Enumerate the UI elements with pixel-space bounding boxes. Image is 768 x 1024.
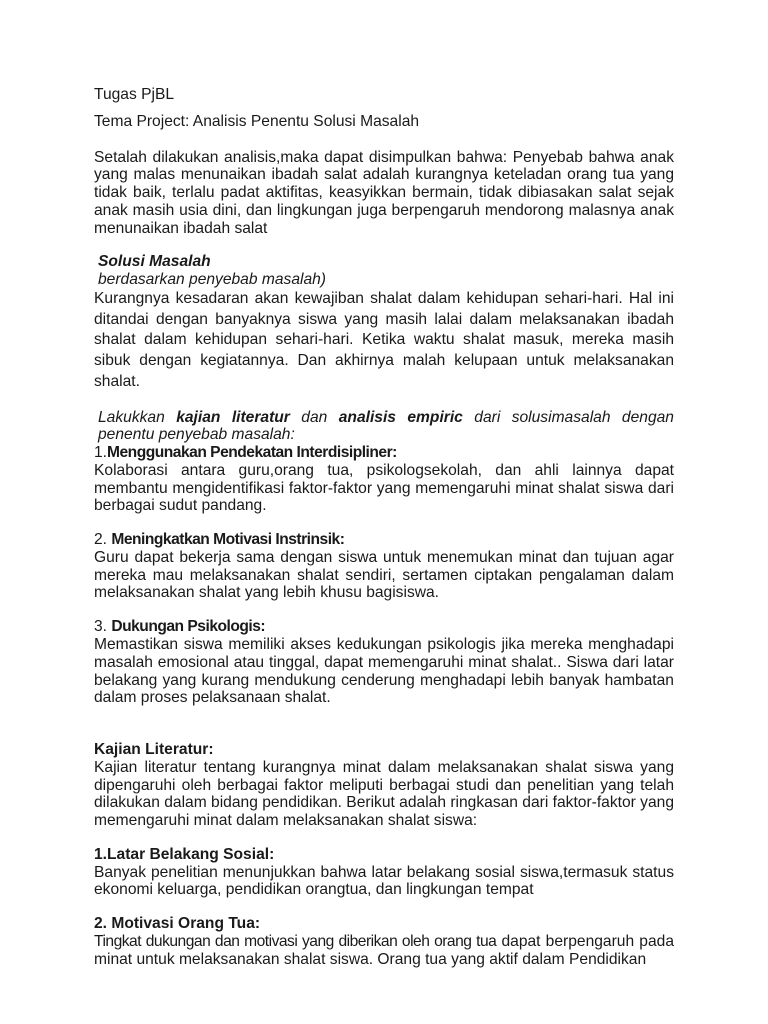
kajian-paragraph: Kajian literatur tentang kurangnya minat dalam melaksanakan shalat siswa yang dipengaruhi oleh berbagai faktor meliputi berbagai studi dan penelitian yang telah dilakukan dalam bidang pendidikan. Berikut adalah ringkasan dari faktor-faktor yang memengaruhi minat dalam melaksanakan shalat siswa: [94, 758, 674, 830]
solusi-subheading: berdasarkan penyebab masalah) [98, 271, 326, 289]
kajian-heading: Kajian Literatur: [94, 741, 214, 759]
faktor-1-heading: 1.Latar Belakang Sosial: [94, 845, 275, 863]
point-1-text: Kolaborasi antara guru,orang tua, psikologsekolah, dan ahli lainnya dapat membantu mengidentifikasi faktor-faktor yang memengaruhi minat shalat siswa dari berbagai sudut pandang. [94, 461, 674, 515]
point-1-heading: 1.Menggunakan Pendekatan Interdisipliner: [94, 444, 397, 462]
point-3-text: Memastikan siswa memiliki akses kedukungan psikologis jika mereka menghadapi masalah emosional atau tinggal, dapat memengaruhi minat shalat.. Siswa dari latar belakang yang kurang mendukung cenderung menghadapi lebih banyak hambatan dalam proses pelaksanaan shalat. [94, 635, 674, 707]
solusi-paragraph: Kurangnya kesadaran akan kewajiban shalat dalam kehidupan sehari-hari. Hal ini ditandai dengan banyaknya siswa yang masih lalai dalam melaksanakan ibadah shalat dalam kehidupan sehari-hari. Ketika waktu shalat masuk, mereka masih sibuk dengan kegiatannya. Dan akhirnya malah kelupaan untuk melaksanakan shalat. [94, 289, 674, 390]
document-title: Tugas PjBL [94, 86, 175, 103]
point-1 [94, 444, 674, 515]
lakukan-paragraph: Lakukkan kajian literatur dan analisis empiric dari solusimasalah dengan penentu penyebab masalah: [98, 408, 674, 444]
point-3-heading: 3. Dukungan Psikologis: [94, 618, 266, 636]
faktor-2-heading: 2. Motivasi Orang Tua: [94, 915, 261, 933]
project-theme: Tema Project: Analisis Penentu Solusi Masalah [94, 112, 420, 130]
intro-paragraph: Setalah dilakukan analisis,maka dapat disimpulkan bahwa: Penyebab bahwa anak yang malas menunaikan ibadah salat adalah kurangnya keteladan orang tua yang tidak baik, terlalu padat aktifitas, keasyikkan bermain, tidak dibiasakan salat sejak anak masih usia dini, dan lingkungan juga berpengaruh mendorong malasnya anak menunaikan ibadah salat [94, 148, 674, 237]
point-3 [94, 618, 674, 707]
faktor-2-text: Tingkat dukungan dan motivasi yang diberikan oleh orang tua dapat berpengaruh pada minat untuk melaksanakan shalat siswa. Orang tua yang aktif dalam Pendidikan [94, 932, 674, 968]
faktor-1-text: Banyak penelitian menunjukkan bahwa latar belakang sosial siswa,termasuk status ekonomi keluarga, pendidikan orangtua, dan lingkungan tempat [94, 863, 674, 899]
solusi-heading: Solusi Masalah [98, 253, 211, 271]
point-2 [94, 531, 674, 602]
point-2-text: Guru dapat bekerja sama dengan siswa untuk menemukan minat dan tujuan agar mereka mau melaksanakan shalat sendiri, sertamen ciptakan pengalaman dalam melaksanakan shalat yang lebih khusu bagisiswa. [94, 548, 674, 602]
point-2-heading: 2. Meningkatkan Motivasi Instrinsik: [94, 531, 345, 549]
